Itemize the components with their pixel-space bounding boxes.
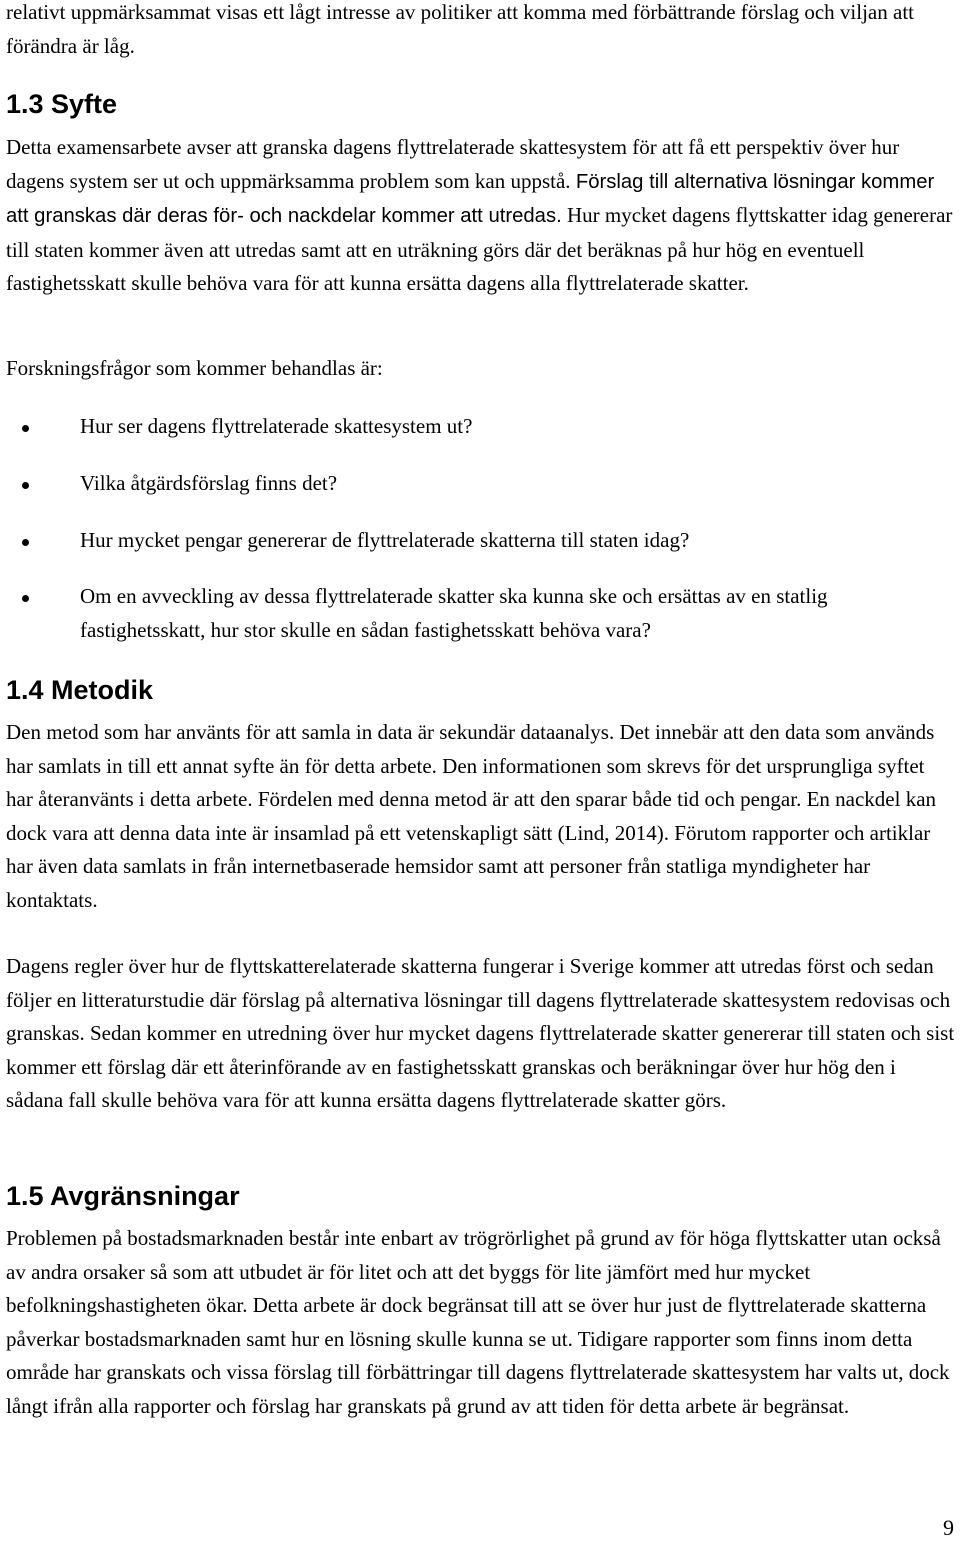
bullet-icon	[22, 595, 29, 602]
list-item	[6, 467, 956, 501]
heading-metodik: 1.4 Metodik	[6, 675, 154, 705]
syfte-text-part2: Förslag till alternativa lösningar kommer att granskas där deras för- och nackdelar kommer att utredas.	[6, 170, 935, 227]
list-item	[6, 524, 956, 558]
metodik-paragraph-1: Den metod som har använts för att samla in data är sekundär dataanalys. Det innebär att den data som används har samlats in till ett annat syfte än för detta arbete. Den informationen som skrevs för det ursprungliga syftet har återanvänts i detta arbete. Fördelen med denna metod är att den sparar både tid och pengar. En nackdel kan dock vara att denna data inte är insamlad på ett vetenskapligt sätt (Lind, 2014). Förutom rapporter och artiklar har även data samlats in från internetbaserade hemsidor samt att personer från statliga myndigheter har kontaktats.	[6, 720, 937, 912]
heading-syfte: 1.3 Syfte	[6, 89, 118, 119]
list-item	[6, 580, 956, 647]
heading-avgransningar: 1.5 Avgränsningar	[6, 1181, 240, 1211]
bullet-icon	[22, 425, 29, 432]
intro-paragraph: relativt uppmärksammat visas ett lågt intresse av politiker att komma med förbättrande förslag och viljan att förändra är låg.	[6, 0, 914, 58]
syfte-paragraph	[6, 131, 956, 301]
syfte-text-part1: Detta examensarbete avser att granska dagens flyttrelaterade skattesystem för att få ett perspektiv över hur dagens system ser ut och uppmärksamma problem som kan uppstå.	[6, 135, 900, 193]
metodik-paragraph-2: Dagens regler över hur de flyttskatterelaterade skatterna fungerar i Sverige kommer att utredas först och sedan följer en litteraturstudie där förslag på alternativa lösningar till dagens flyttrelaterade skattesystem redovisas och granskas. Sedan kommer en utredning över hur mycket dagens flyttrelaterade skatter genererar till staten och sist kommer ett förslag där ett återinförande av en fastighetsskatt granskas och beräkningar över hur hög den i sådana fall skulle behöva vara för att kunna ersätta dagens flyttrelaterade skatter görs.	[6, 954, 955, 1112]
bullet-icon	[22, 539, 29, 546]
list-item	[6, 410, 956, 444]
bullet-icon	[22, 482, 29, 489]
avgransningar-paragraph: Problemen på bostadsmarknaden består inte enbart av trögrörlighet på grund av för höga flyttskatter utan också av andra orsaker så som att utbudet är för litet och att det byggs för lite jämfört med hur mycket befolkningshastigheten ökar. Detta arbete är dock begränsat till att se över hur just de flyttrelaterade skatterna påverkar bostadsmarknaden samt hur en lösning skulle kunna se ut. Tidigare rapporter som finns inom detta område har granskats och vissa förslag till förbättringar till dagens flyttrelaterade skattesystem har valts ut, dock långt ifrån alla rapporter och förslag har granskats på grund av att tiden för detta arbete är begränsat.	[6, 1226, 950, 1418]
list-item-text: Om en avveckling av dessa flyttrelaterade skatter ska kunna ske och ersättas av en statlig fastighetsskatt, hur stor skulle en sådan fastighetsskatt behöva vara?	[80, 584, 828, 642]
syfte-text-part3: Hur mycket dagens flyttskatter idag genererar till staten kommer även att utredas samt att en uträkning görs där det beräknas på hur hög en eventuell fastighetsskatt skulle behöva vara för att kunna ersätta dagens alla flyttrelaterade skatter.	[6, 203, 953, 295]
questions-intro: Forskningsfrågor som kommer behandlas är:	[6, 356, 383, 380]
list-item-text: Vilka åtgärdsförslag finns det?	[80, 471, 338, 495]
page-number: 9	[943, 1515, 954, 1540]
list-item-text: Hur mycket pengar genererar de flyttrelaterade skatterna till staten idag?	[80, 528, 690, 552]
list-item-text: Hur ser dagens flyttrelaterade skattesystem ut?	[80, 414, 473, 438]
